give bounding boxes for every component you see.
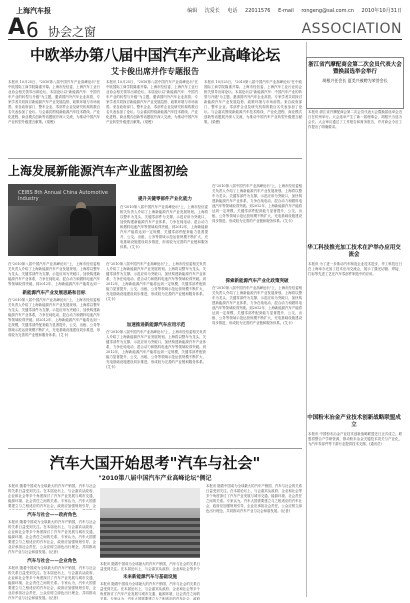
article3-body-mid2: 本报讯 随着中国成为全球最大的汽车产销国，汽车与社会的关系日益受到关注。在本届论坛上，与会嘉宾从政府、企业和社会等多个角度探讨了汽车产业发展与城市交通、能源环境、社会责任之间的关系。专家认为，汽车大国需要建立与之相适应的汽车社会，政府 <box>100 582 200 600</box>
section-header <box>8 17 402 40</box>
sidebar-box-subtitle: 胡根兴任会长 夏美兴被聘为荣誉会长 <box>322 78 388 83</box>
conference-speaker-photo <box>8 184 116 256</box>
sidebar-item3-title: 中国粉末冶金产业技术创新战略联盟成立 <box>307 415 401 428</box>
phone-number: 22011576 <box>245 8 271 14</box>
page-meta <box>181 7 402 14</box>
article3-body-col3: 本报讯 随着中国成为全球最大的汽车产销国，汽车与社会的关系日益受到关注。在本届论坛上，与会嘉宾从政府、企业和社会等多个角度探讨了汽车产业发展与城市交通、能源环境、社会责任之间的关系。专家认为，汽车大国需要建立与之相适应的汽车社会，政府应加强规划引导，企业应承担社会责任，公众应树立绿色出行理念，共同推动汽车产业与社会和谐发展。(记者) <box>206 484 302 513</box>
sidebar-box-title: 浙江省汽摩配商会第二次会员代表大会暨换届选举会举行 <box>308 62 402 75</box>
article2-body-col2-top: 在"2010第八届中国汽车产业高峰论坛"上，上海市经信委相关负责人介绍了上海新能源汽车产业发展规划。上海将以整车为龙头、关键零部件为支撑、示范应用为突破口，加快构建新能源汽车产业体系，力争在纯电动、混合动力和燃料电池汽车等领域取得突破。到2012年，上海新能源汽车产能将达到一定规模，关键零部件配套能力显著提升，公交、出租、公务等领域示范运营规模不断扩大，充电基础设施建设同步推进，形成较为完善的产业链和服务体系。(艾卡) <box>106 262 206 301</box>
sidebar-feature-box <box>306 57 404 109</box>
article3-subhead-3: 未来新能源汽车与基础设施 <box>123 575 177 580</box>
article3-body-col1: 本报讯 随着中国成为全球最大的汽车产销国，汽车与社会的关系日益受到关注。在本届论坛上，与会嘉宾从政府、企业和社会等多个角度探讨了汽车产业发展与城市交通、能源环境、社会责任之间的关系。专家认为，汽车大国需要建立与之相适应的汽车社会，政府应加强规划引导，企业应承担社会责任，公众应树立绿色出行理念，共同推动汽车产业与社会和谐发展。(记者) <box>8 520 96 554</box>
podium <box>58 236 98 256</box>
editor-label: 编辑 <box>187 8 198 14</box>
top-bar <box>8 4 402 18</box>
article2-body-right: 在"2010第八届中国汽车产业高峰论坛"上，上海市经信委相关负责人介绍了上海新能源汽车产业发展规划。上海将以整车为龙头、关键零部件为支撑、示范应用为突破口，加快构建新能源汽车产业体系，力争在纯电动、混合动力和燃料电池汽车等领域取得突破。到2012年，上海新能源汽车产能将达到一定规模，关键零部件配套能力显著提升，公交、出租、公务等领域示范运营规模不断扩大，充电基础设施建设同步推进，形成较为完善的产业链和服务体系。(艾卡) <box>212 184 302 223</box>
article3-subhead-1: 汽车与社会——政府角色 <box>27 513 77 518</box>
section-letter: A <box>8 15 26 40</box>
sidebar-item3-body: 本报讯 中国粉末冶金产业技术创新战略联盟近日正式成立。联盟将整合产学研资源，推动粉末冶金关键技术攻关与产业化，为汽车零部件等下游行业提供技术支撑。(通讯员) <box>308 432 402 446</box>
section-number: 6 <box>26 18 39 42</box>
article3-lead: 本报讯 随着中国成为全球最大的汽车产销国，汽车与社会的关系日益受到关注。在本届论坛上，与会嘉宾从政府、企业和社会等多个角度探讨了汽车产业发展与城市交通、能源环境、社会责任之间的关系。专家认为，汽车大国需要建立与之相适应的汽车社会，政府应加强规划引导，企 <box>8 484 96 508</box>
divider <box>8 158 302 159</box>
article1-body-col2: 本报讯 10月25日，"2010第八届中国汽车产业高峰论坛"在中欧国际工商学院隆重开幕。上海市经信委、上海汽车工业行业协会相关领导出席论坛。本届论坛以"新能源汽车：中国汽车产业的转型与升级"为主题，邀请国内外汽车企业高管、专家学者共同探讨新能源汽车产业发展趋势、政策环境与市场前景。来自政府部门、整车企业、零部件企业及研究机构的数百名代表参加了论坛。与会嘉宾围绕新能源汽车技术路线、产业化进程、商业模式创新等话题展开深入交流，为推动中国汽车产业转型升级建言献策。(梁俊) <box>106 80 198 124</box>
article2-headline: 上海发展新能源汽车产业蓝图初绘 <box>8 164 189 178</box>
section-name-english: ASSOCIATION <box>301 21 402 37</box>
sidebar-box-body: 本报讯 浙江省汽摩配商会第二次会员代表大会暨换届选举会近日在杭州举行。大会选举产生了新一届理事会，胡根兴当选为会长。大会审议通过了工作报告和财务报告，并对商会今后工作提出了明确要求。 <box>308 110 402 129</box>
article2-body-upper-mid: 在"2010第八届中国汽车产业高峰论坛"上，上海市经信委相关负责人介绍了上海新能源汽车产业发展规划。上海将以整车为龙头、关键零部件为支撑、示范应用为突破口，加快构建新能源汽车产业体系，力争在纯电动、混合动力和燃料电池汽车等领域取得突破。到2012年，上海新能源汽车产能将达到一定规模，关键零部件配套能力显著提升，公交、出租、公务等领域示范运营规模不断扩大，充电基础设施建设同步推进，形成较为完善的产业链和服务体系。(艾卡) <box>120 205 208 249</box>
photo-stage <box>100 488 200 508</box>
article3-subheadline: "2010第八届中国汽车产业高峰论坛"侧记 <box>98 475 212 482</box>
article2-body-col1: 在"2010第八届中国汽车产业高峰论坛"上，上海市经信委相关负责人介绍了上海新能源汽车产业发展规划。上海将以整车为龙头、关键零部件为支撑、示范应用为突破口，加快构建新能源汽车产业体系，力争在纯电动、混合动力和燃料电池汽车等领域取得突破。到2012年，上海新能源汽车产能将达到一定规模，关键零部件配套能力显著提升，公交、出租、公务等领域示范运营规模不断扩大，充电基础设施建设同步推进，形成较为完善的产业链和服务体系。(艾卡) <box>8 298 100 337</box>
article2-subhead-2: 加速推进新能源汽车应用示范 <box>126 323 186 328</box>
sidebar-item2-title: 华工科技推光加工技术在沪举办应用交流会 <box>307 245 401 258</box>
article3-headline: 汽车大国开始思考"汽车与社会" <box>49 454 261 472</box>
email-label: E-mail <box>278 8 294 14</box>
photo-backdrop-text: CEIBS 8th Annual China Automotive Industry <box>18 190 108 202</box>
article1-headline: 中欧举办第八届中国汽车产业高峰论坛 <box>30 46 280 64</box>
article2-body-col2: 在"2010第八届中国汽车产业高峰论坛"上，上海市经信委相关负责人介绍了上海新能源汽车产业发展规划。上海将以整车为龙头、关键零部件为支撑、示范应用为突破口，加快构建新能源汽车产业体系，力争在纯电动、混合动力和燃料电池汽车等领域取得突破。到2012年，上海新能源汽车产能将达到一定规模，关键零部件配套能力显著提升，公交、出租、公务等领域示范运营规模不断扩大，充电基础设施建设同步推进，形成较为完善的产业链和服务体系。(艾卡) <box>106 330 206 369</box>
article1-subheadline: 艾卡俊出席并作专题报告 <box>111 67 199 76</box>
sidebar-item2-body: 本报讯 为了进一步推动汽车制造企业技术进步，华工科技近日在上海举办光加工技术应用交流会，展示了激光切割、焊接、打标等先进工艺在汽车零部件制造中的应用。 <box>308 262 402 276</box>
article2-subhead-4: 探索新能源汽车产业化政策突破 <box>225 279 289 284</box>
article2-subhead-3: 提升关键零部件产业化能力 <box>138 197 192 202</box>
article3-subhead-2: 汽车与社会——企业角色 <box>27 559 77 564</box>
masthead-logo: 上海汽车报 <box>16 7 51 15</box>
divider <box>8 448 302 449</box>
article2-subhead-1: 新能源汽车产业发展思路和目标 <box>22 291 86 296</box>
editor-name: 沈爱长 <box>204 8 220 14</box>
article3-body-mid: 本报讯 随着中国成为全球最大的汽车产销国，汽车与社会的关系日益受到关注。在本届论坛上，与会嘉宾从政府、企业和社会等多个 <box>100 562 200 571</box>
phone-label: 电话 <box>227 8 238 14</box>
article1-body-col3: 本报讯 10月25日，"2010第八届中国汽车产业高峰论坛"在中欧国际工商学院隆重开幕。上海市经信委、上海汽车工业行业协会相关领导出席论坛。本届论坛以"新能源汽车：中国汽车产业的转型与升级"为主题，邀请国内外汽车企业高管、专家学者共同探讨新能源汽车产业发展趋势、政策环境与市场前景。来自政府部门、整车企业、零部件企业及研究机构的数百名代表参加了论坛。与会嘉宾围绕新能源汽车技术路线、产业化进程、商业模式创新等话题展开深入交流，为推动中国汽车产业转型升级建言献策。(梁俊) <box>204 80 302 124</box>
article2-lead: 在"2010第八届中国汽车产业高峰论坛"上，上海市经信委相关负责人介绍了上海新能源汽车产业发展规划。上海将以整车为龙头、关键零部件为支撑、示范应用为突破口，加快构建新能源汽车产业体系，力争在纯电动、混合动力和燃料电池汽车等领域取得突破。到2012年，上海新能源汽车产能将达到一 <box>8 262 100 286</box>
photo-audience-rows <box>100 518 200 558</box>
issue-date: 2010年10月31日 <box>361 8 402 14</box>
article1-body-col1: 本报讯 10月25日，"2010第八届中国汽车产业高峰论坛"在中欧国际工商学院隆重开幕。上海市经信委、上海汽车工业行业协会相关领导出席论坛。本届论坛以"新能源汽车：中国汽车产业的转型与升级"为主题，邀请国内外汽车企业高管、专家学者共同探讨新能源汽车产业发展趋势、政策环境与市场前景。来自政府部门、整车企业、零部件企业及研究机构的数百名代表参加了论坛。与会嘉宾围绕新能源汽车技术路线、产业化进程、商业模式创新等话题展开深入交流，为推动中国汽车产业转型升级建言献策。(梁俊) <box>8 80 100 124</box>
email-address: rongeng@sal.com.cn <box>301 8 354 14</box>
article3-body-col1b: 本报讯 随着中国成为全球最大的汽车产销国，汽车与社会的关系日益受到关注。在本届论坛上，与会嘉宾从政府、企业和社会等多个角度探讨了汽车产业发展与城市交通、能源环境、社会责任之间的关系。专家认为，汽车大国需要建立与之相适应的汽车社会，政府应加强规划引导，企业应承担社会责任，公众应树立绿色出行理念，共同推动汽车产业与社会和谐发展。(记者) <box>8 566 96 600</box>
section-name: 协会之窗 <box>48 25 97 39</box>
article2-body-col3: 在"2010第八届中国汽车产业高峰论坛"上，上海市经信委相关负责人介绍了上海新能源汽车产业发展规划。上海将以整车为龙头、关键零部件为支撑、示范应用为突破口，加快构建新能源汽车产业体系，力争在纯电动、混合动力和燃料电池汽车等领域取得突破。到2012年，上海新能源汽车产能将达到一定规模，关键零部件配套能力显著提升，公交、出租、公务等领域示范运营规模不断扩大，充电基础设施建设同步推进，形成较为完善的产业链和服务体系。(艾卡) <box>212 286 302 325</box>
forum-audience-photo <box>100 488 200 558</box>
